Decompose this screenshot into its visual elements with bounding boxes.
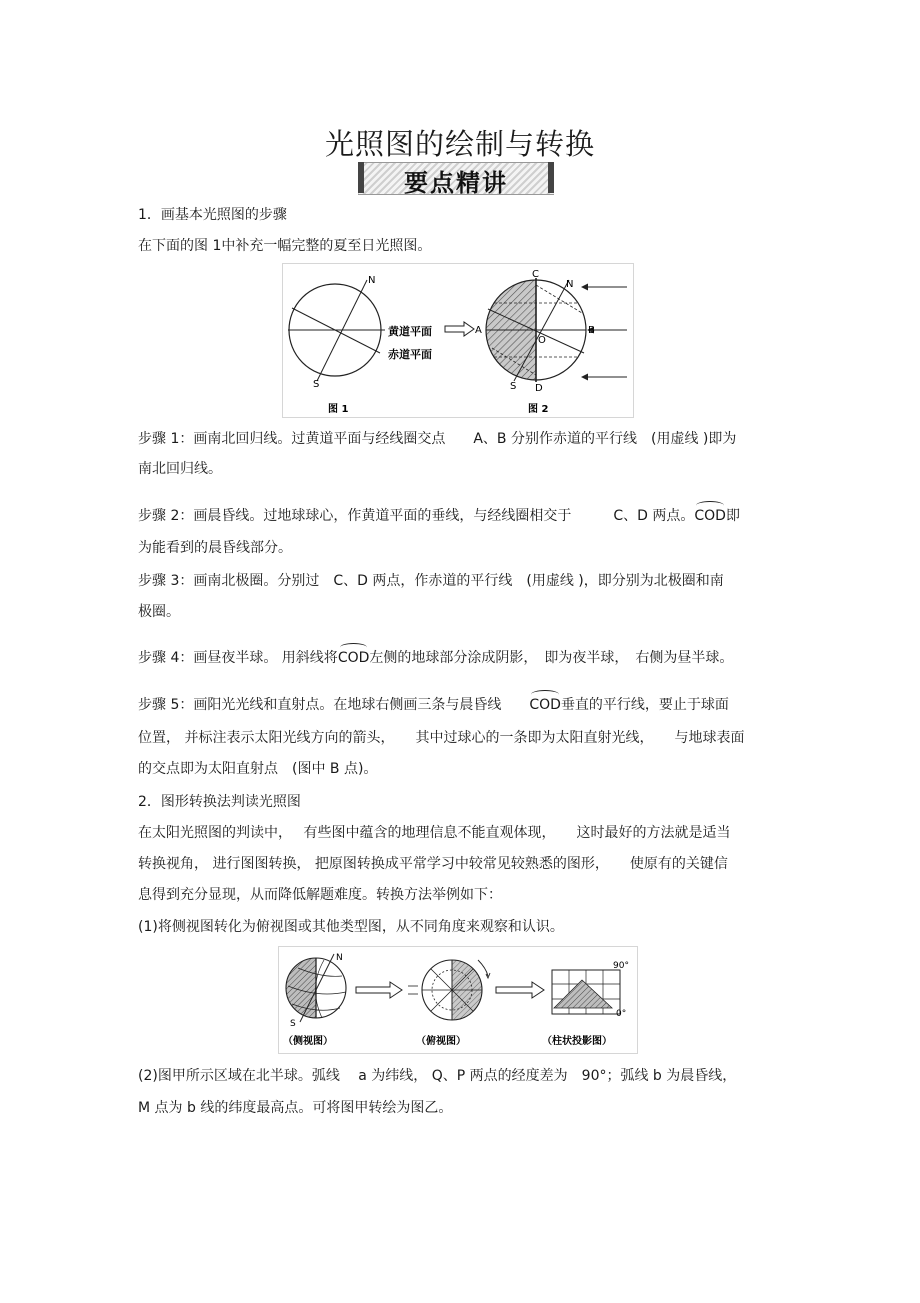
figure-views [278, 946, 638, 1054]
step5-text-a: 步骤 5：画阳光光线和直射点。在地球右侧画三条与晨昏线 [138, 697, 530, 713]
step3-line1: 步骤 3：画南北极圈。分别过 C、D 两点，作赤道的平行线 (用虚线 )，即分别为北极圈和南 [138, 573, 724, 589]
step4-line [138, 649, 788, 667]
figure-views-svg [278, 946, 638, 1054]
heading-2: 2．图形转换法判读光照图 [138, 794, 301, 810]
item2-line1: (2)图甲所示区域在北半球。弧线 a 为纬线， Q、P 两点的经度差为 90°；弧线 b 为晨昏线， [138, 1068, 737, 1084]
lat-0: 0° [616, 1009, 627, 1019]
step2-text-a: 步骤 2：画晨昏线。过地球球心，作黄道平面的垂线，与经线圈相交于 C、D 两点。 [138, 508, 695, 524]
fig1-n: N [368, 275, 376, 286]
step2-line1 [138, 507, 788, 525]
fig2-caption: 图 2 [528, 404, 549, 415]
fig1-caption: 图 1 [328, 404, 349, 415]
section-banner [358, 162, 554, 197]
para2-line2: 转换视角， 进行图图转换， 把原图转换成平常学习中较常见较熟悉的图形， 使原有的关键信 [138, 856, 728, 872]
step1-line2: 南北回归线。 [138, 461, 222, 477]
side-view-n: N [336, 953, 343, 963]
cap-top: （俯视图） [416, 1036, 466, 1047]
item-1: (1)将侧视图转化为俯视图或其他类型图，从不同角度来观察和认识。 [138, 919, 564, 935]
fig1-equator: 赤道平面 [388, 348, 432, 361]
cap-proj: （柱状投影图） [542, 1036, 612, 1047]
page-title: 光照图的绘制与转换 [324, 127, 595, 161]
side-view-s: S [290, 1019, 296, 1029]
step5-text-b: 垂直的平行线，要止于球面 [560, 697, 729, 713]
step2-line2: 为能看到的晨昏线部分。 [138, 540, 292, 556]
fig2-d: D [535, 383, 543, 394]
step2-arc: COD [694, 508, 726, 524]
fig2-c: C [532, 269, 539, 280]
fig2-n: N [566, 279, 574, 290]
para2-line3: 息得到充分显现，从而降低解题难度。转换方法举例如下： [138, 887, 502, 903]
figure-1-2-svg [282, 263, 634, 418]
heading-1: 1．画基本光照图的步骤 [138, 207, 287, 223]
fig2-s: S [510, 381, 517, 392]
cap-side: （侧视图） [283, 1036, 333, 1047]
item2-line2: M 点为 b 线的纬度最高点。可将图甲转绘为图乙。 [138, 1100, 453, 1116]
fig2-o: O [538, 335, 546, 346]
step4-arc: COD [337, 650, 370, 666]
step2-text-b: 即 [725, 508, 740, 524]
section-banner-label: 要点精讲 [404, 169, 508, 197]
fig-arrow [445, 322, 474, 336]
step5-line3: 的交点即为太阳直射点 (图中 B 点)。 [138, 761, 378, 777]
step5-line2: 位置， 并标注表示太阳光线方向的箭头， 其中过球心的一条即为太阳直射光线， 与地球表面 [138, 730, 745, 746]
step5-arc: COD [529, 697, 561, 713]
fig1-ecliptic: 黄道平面 [388, 325, 432, 338]
step5-line1 [138, 696, 788, 714]
para2-line1: 在太阳光照图的判读中， 有些图中蕴含的地理信息不能直观体现， 这时最好的方法就是适当 [138, 825, 731, 841]
fig2-b: B [588, 325, 595, 336]
step4-text-a: 步骤 4：画昼夜半球。 用斜线将 [138, 650, 338, 666]
fig1-s: S [313, 379, 320, 390]
step1-line1: 步骤 1：画南北回归线。过黄道平面与经线圈交点 A、B 分别作赤道的平行线 (用虚线 )即为 [138, 431, 737, 447]
lat-90: 90° [613, 961, 629, 971]
figure-1-2 [282, 263, 634, 418]
intro-text: 在下面的图 1中补充一幅完整的夏至日光照图。 [138, 238, 432, 254]
fig2-a: A [475, 325, 482, 336]
step4-text-b: 左侧的地球部分涂成阴影， 即为夜半球， 右侧为昼半球。 [369, 650, 734, 666]
step3-line2: 极圈。 [138, 604, 180, 620]
